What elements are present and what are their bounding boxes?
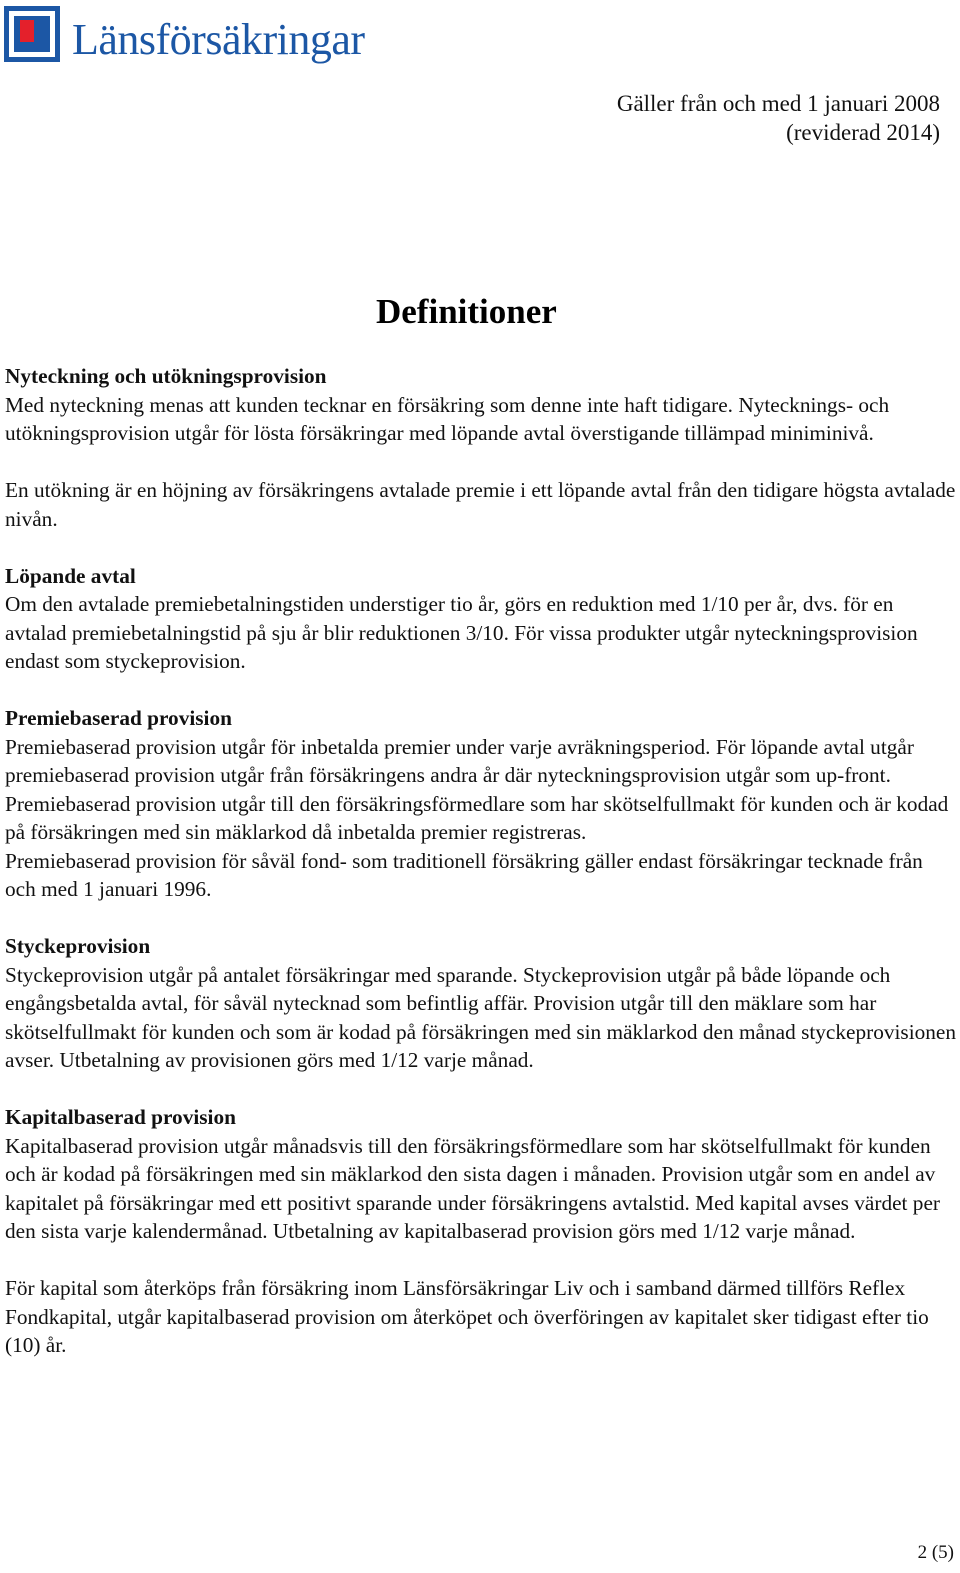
section-heading: Nyteckning och utökningsprovision bbox=[5, 364, 327, 388]
section-paragraph: En utökning är en höjning av försäkringens avtalade premie i ett löpande avtal från den tidigare högsta avtalade nivån. bbox=[5, 478, 956, 531]
validity-line-2: (reviderad 2014) bbox=[786, 119, 940, 145]
section-nyteckning bbox=[5, 362, 957, 533]
section-paragraph: För kapital som återköps från försäkring inom Länsförsäkringar Liv och i samband därmed tillförs Reflex Fondkapital, utgår kapitalbaserad provision om återköpet och överföringen av kapitalet sker tidigast efter tio (10) år. bbox=[5, 1276, 929, 1357]
validity-line-1: Gäller från och med 1 januari 2008 bbox=[616, 91, 940, 116]
section-paragraph: Om den avtalade premiebetalningstiden understiger tio år, görs en reduktion med 1/10 per år, dvs. för en avtalad premiebetalningstid på sju år blir reduktionen 3/10. För vissa produkter utgår nyteckningsprovision endast som styckeprovision. bbox=[5, 592, 918, 673]
page-number: 2 (5) bbox=[917, 1542, 954, 1563]
section-premiebaserad bbox=[5, 704, 957, 904]
logo-mark-icon bbox=[4, 6, 60, 62]
section-paragraph: Kapitalbaserad provision utgår månadsvis till den försäkringsförmedlare som har skötselfullmakt för kunden och är kodad på försäkringen med sin mäklarkod den sista dagen i månaden. Provision utgår som en andel av kapitalet på försäkringar med ett positivt sparande under försäkringens avtalstid. Med kapital avses värdet per den sista varje kalendermånad. Utbetalning av kapitalbaserad provision görs med 1/12 varje månad. bbox=[5, 1133, 940, 1243]
section-paragraph: Premiebaserad provision för såväl fond- som traditionell försäkring gäller endast försäkringar tecknade från och med 1 januari 1996. bbox=[5, 848, 923, 901]
section-styckeprovision bbox=[5, 932, 957, 1075]
section-heading: Löpande avtal bbox=[5, 563, 136, 588]
section-heading: Kapitalbaserad provision bbox=[5, 1105, 236, 1129]
section-paragraph: Styckeprovision utgår på antalet försäkringar med sparande. Styckeprovision utgår på både löpande och engångsbetalda avtal, för såväl nytecknad som befintlig affär. Provision utgår till den mäklare som har skötselfullmakt för kunden och som är kodad på försäkringen med sin mäklarkod den månad styckeprovisionen avser. Utbetalning av provisionen görs med 1/12 varje månad. bbox=[5, 962, 957, 1072]
page-title: Definitioner bbox=[376, 292, 557, 331]
section-paragraph: Premiebaserad provision utgår för inbetalda premier under varje avräkningsperiod. För löpande avtal utgår premiebaserad provision utgår från försäkringens andra år där nyteckningsprovision utgår som up-front. Premiebaserad provision utgår till den försäkringsförmedlare som har skötselfullmakt för kunden och är kodad på försäkringen med sin mäklarkod då inbetalda premier registreras. bbox=[5, 734, 949, 844]
section-heading: Premiebaserad provision bbox=[5, 706, 232, 730]
section-lopande-avtal bbox=[5, 562, 957, 676]
definitions-content bbox=[5, 362, 957, 1388]
section-paragraph: Med nyteckning menas att kunden tecknar en försäkring som denne inte haft tidigare. Nytecknings- och utökningsprovision utgår för lösta försäkringar med löpande avtal överstigande tillämpad miniminivå. bbox=[5, 392, 890, 445]
logo-wordmark: Länsförsäkringar bbox=[72, 15, 365, 64]
section-kapitalbaserad bbox=[5, 1103, 957, 1360]
section-heading: Styckeprovision bbox=[5, 934, 151, 958]
validity-date bbox=[617, 90, 940, 147]
